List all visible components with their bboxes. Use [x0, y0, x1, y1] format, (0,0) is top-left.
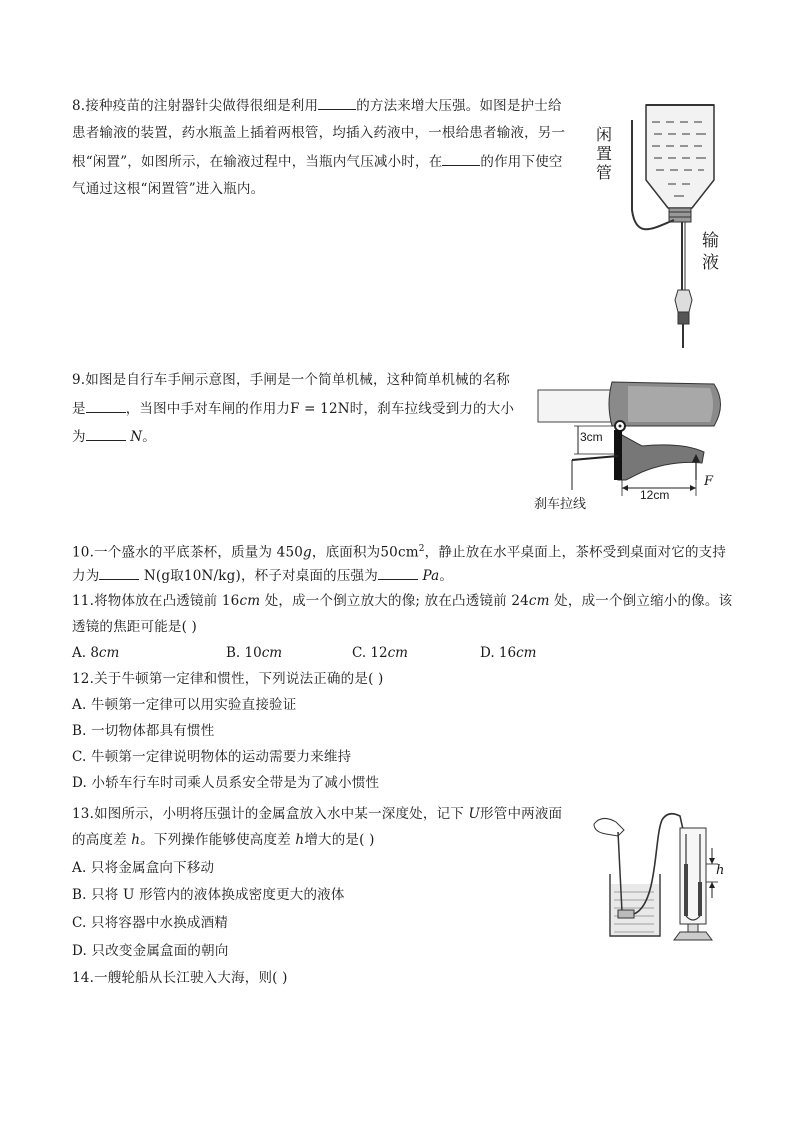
q11-line-2: [72, 617, 197, 637]
option-text: B. 只将 U 形管内的液体换成密度更大的液体: [72, 887, 345, 903]
q11-option-b[interactable]: [226, 643, 282, 663]
unit-n: N: [130, 429, 143, 445]
q9-text: 为: [72, 429, 86, 445]
q12-stem: [72, 669, 384, 689]
option-unit: cm: [387, 645, 408, 661]
q11-text: 处，成一个倒立缩小的像。该: [549, 593, 733, 609]
q9-line-1: [72, 370, 510, 390]
q9-text: 是: [72, 401, 86, 417]
option-label: A. 8: [72, 645, 99, 661]
q8-text: 患者输液的装置，药水瓶盖上插着两根管，均插入药液中，一根给患者输液，另一: [72, 125, 566, 141]
option-unit: cm: [261, 645, 283, 661]
q12-text: 12.关于牛顿第一定律和惯性，下列说法正确的是( ): [72, 671, 384, 687]
q13-var: h: [295, 832, 305, 848]
height-h-label: h: [716, 863, 725, 878]
q8-text: 的作用下使空: [480, 154, 563, 170]
q8-text: 8.接种疫苗的注射器针尖做得很细是利用: [72, 98, 319, 114]
q10-line-2: [72, 565, 453, 586]
q13-text: 13.如图所示，小明将压强计的金属盒放入水中某一深度处，记下: [72, 806, 469, 822]
q12-option-c[interactable]: [72, 747, 351, 767]
q12-option-d[interactable]: [72, 773, 379, 793]
q8-text: 根“闲置”，如图所示，在输液过程中，当瓶内气压减小时，在: [72, 154, 443, 170]
option-unit: cm: [516, 645, 537, 661]
option-label: C. 12: [352, 645, 388, 661]
q11-text: 透镜的焦距可能是( ): [72, 619, 198, 635]
iv-drip-figure: [594, 100, 724, 350]
q13-option-a[interactable]: [72, 858, 214, 878]
unit-pa: Pa: [422, 568, 440, 584]
q10-sup: 2: [418, 544, 425, 554]
option-label: B. 10: [226, 645, 262, 661]
q8-line-1: [72, 95, 562, 116]
q8-line-4: [72, 179, 264, 199]
idle-tube-label: 闲置管: [596, 125, 613, 182]
q11-unit: cm: [528, 593, 550, 609]
q13-option-d[interactable]: [72, 941, 229, 961]
q9-line-2: [72, 398, 514, 419]
option-text: D. 小轿车行车时司乘人员系安全带是为了减小惯性: [72, 775, 380, 791]
q10-text: 。: [439, 568, 454, 584]
q9-text: 。: [142, 429, 156, 445]
q10-unit: g: [303, 544, 312, 561]
q13-text: 形管中两液面: [480, 806, 563, 822]
option-label: D. 16: [480, 645, 517, 661]
q11-text: 处，成一个倒立放大的像; 放在凸透镜前 24: [260, 593, 529, 609]
q11-option-c[interactable]: [352, 643, 408, 663]
infusion-label: 输液: [702, 231, 719, 273]
answer-blank[interactable]: [86, 398, 126, 413]
q14-text: 14.一艘轮船从长江驶入大海，则( ): [72, 970, 288, 986]
iv-drip-diagram: [594, 100, 724, 350]
q10-line-1: [72, 539, 726, 563]
option-unit: cm: [98, 645, 120, 661]
q14-stem: [72, 968, 288, 988]
q10-text: 力为: [72, 568, 100, 584]
q8-text: 的方法来增大压强。如图是护士给: [356, 98, 562, 114]
q8-text: 气通过这根“闲置管”进入瓶内。: [72, 181, 265, 197]
q13-text: 增大的是( ): [304, 832, 375, 848]
q12-option-b[interactable]: [72, 721, 214, 741]
q13-text: 的高度差: [72, 832, 132, 848]
bike-brake-figure: [532, 368, 732, 513]
q8-line-3: [72, 151, 563, 172]
answer-blank[interactable]: [378, 565, 418, 580]
bike-brake-diagram: [532, 368, 732, 513]
q13-var: h: [131, 832, 141, 848]
q13-option-b[interactable]: [72, 885, 345, 905]
q9-text: 9.如图是自行车手闸示意图，手闸是一个简单机械，这种简单机械的名称: [72, 372, 510, 388]
dim-12cm-label: 12cm: [640, 488, 670, 502]
q10-text: ，底面积为50cm: [311, 544, 419, 561]
q13-line-2: [72, 830, 375, 850]
option-text: A. 牛顿第一定律可以用实验直接验证: [72, 697, 297, 713]
answer-blank[interactable]: [442, 151, 480, 166]
answer-blank[interactable]: [318, 95, 356, 110]
q11-unit: cm: [239, 593, 261, 609]
option-text: B. 一切物体都具有惯性: [72, 723, 215, 739]
q13-text: 。下列操作能够使高度差: [140, 832, 296, 848]
option-text: C. 只将容器中水换成酒精: [72, 915, 229, 931]
q12-option-a[interactable]: [72, 695, 296, 715]
q10-text: ，静止放在水平桌面上，茶杯受到桌面对它的支持: [424, 544, 727, 561]
option-text: C. 牛顿第一定律说明物体的运动需要力来维持: [72, 749, 352, 765]
q13-var: U: [468, 806, 481, 822]
q9-text: ，当图中手对车闸的作用力F = 12N时，刹车拉线受到力的大小: [125, 401, 515, 417]
q8-line-2: [72, 123, 565, 143]
answer-blank[interactable]: [86, 426, 126, 441]
option-text: D. 只改变金属盒面的朝向: [72, 943, 229, 959]
dim-3cm-label: 3cm: [580, 430, 603, 444]
brake-cable-caption: 刹车拉线: [534, 497, 587, 512]
q9-line-3: [72, 426, 156, 447]
option-text: A. 只将金属盒向下移动: [72, 860, 215, 876]
q10-text: 10.一个盛水的平底茶杯，质量为 450: [72, 544, 304, 561]
q11-option-d[interactable]: [480, 643, 536, 663]
q11-text: 11.将物体放在凸透镜前 16: [72, 593, 240, 609]
q13-line-1: [72, 804, 562, 824]
q11-line-1: [72, 591, 732, 611]
q10-text: N(g取10N/kg)，杯子对桌面的压强为: [139, 568, 378, 584]
answer-blank[interactable]: [99, 565, 139, 580]
q11-option-a[interactable]: [72, 643, 119, 663]
pressure-gauge-figure: [588, 808, 738, 943]
q13-option-c[interactable]: [72, 913, 228, 933]
force-f-label: F: [704, 474, 714, 489]
